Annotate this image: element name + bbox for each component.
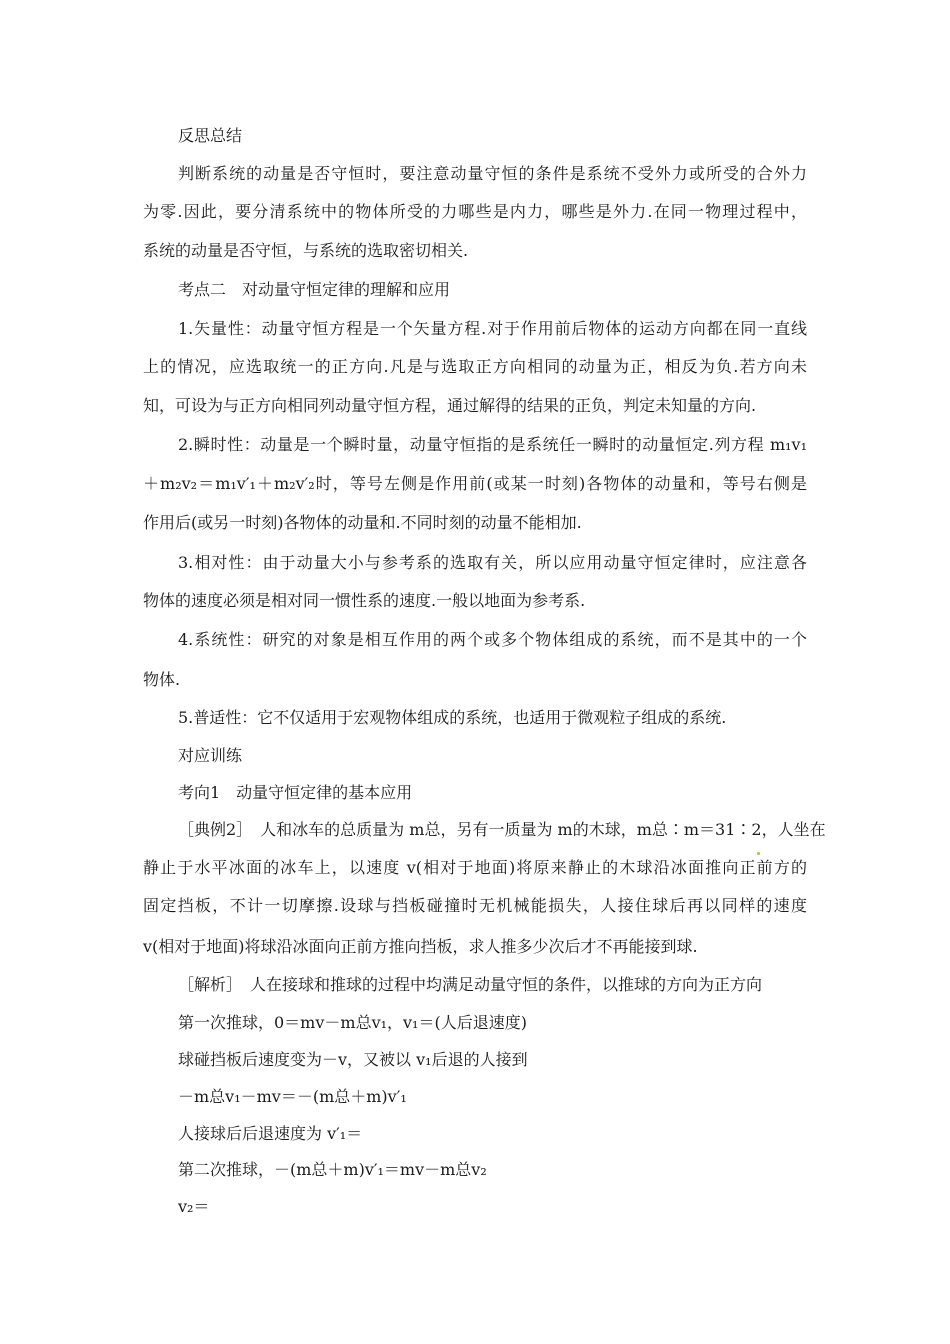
section-heading: 反思总结 <box>178 126 243 145</box>
vector-line-3: 知，可设为与正方向相同列动量守恒方程，通过解得的结果的正负，判定未知量的方向. <box>143 396 757 415</box>
reflection-line-3: 系统的动量是否守恒，与系统的选取密切相关. <box>143 241 469 260</box>
solution-line-2: 球碰挡板后速度变为－v，又被以 v₁后退的人接到 <box>178 1050 528 1069</box>
example-line-2: 静止于水平冰面的冰车上，以速度 v(相对于地面)将原来静止的木球沿冰面推向正前方的 <box>143 858 807 877</box>
solution-line-6: v₂＝ <box>178 1197 210 1216</box>
practice-title: 对应训练 <box>178 746 243 765</box>
system-line-2: 物体. <box>143 670 181 689</box>
stray-mark <box>757 852 760 855</box>
example-line-3: 固定挡板，不计一切摩擦.设球与挡板碰撞时无机械能损失，人接住球后再以同样的速度 <box>143 896 807 915</box>
reflection-line-2: 为零.因此，要分清系统中的物体所受的力哪些是内力，哪些是外力.在同一物理过程中， <box>143 202 807 221</box>
example-line-1: ［典例2］ 人和冰车的总质量为 m总，另有一质量为 m的木球，m总∶m＝31∶2，人坐在 <box>178 820 826 839</box>
direction1-title: 考向1 动量守恒定律的基本应用 <box>178 783 413 802</box>
vector-line-2: 上的情况，应选取统一的正方向.凡是与选取正方向相同的动量为正，相反为负.若方向未 <box>143 357 807 376</box>
universal-line: 5.普适性：它不仅适用于宏观物体组成的系统，也适用于微观粒子组成的系统. <box>178 708 727 727</box>
example-line-4: v(相对于地面)将球沿冰面向正前方推向挡板，求人推多少次后才不再能接到球. <box>143 937 698 956</box>
reflection-line-1: 判断系统的动量是否守恒时，要注意动量守恒的条件是系统不受外力或所受的合外力 <box>178 164 807 183</box>
instant-line-1: 2.瞬时性：动量是一个瞬时量，动量守恒指的是系统任一瞬时的动量恒定.列方程 m₁v₁ <box>178 435 807 454</box>
solution-line-1: 第一次推球，0＝mv－m总v₁，v₁＝(人后退速度) <box>178 1013 527 1032</box>
relative-line-2: 物体的速度必须是相对同一惯性系的速度.一般以地面为参考系. <box>143 591 586 610</box>
instant-line-2: ＋m₂v₂＝m₁v′₁＋m₂v′₂时，等号左侧是作用前(或某一时刻)各物体的动量和，等号右侧是 <box>143 474 807 493</box>
solution-line-3: －m总v₁－mv＝－(m总＋m)v′₁ <box>178 1087 407 1106</box>
solution-line-5: 第二次推球，－(m总＋m)v′₁＝mv－m总v₂ <box>178 1160 487 1179</box>
kaodian2-title: 考点二 对动量守恒定律的理解和应用 <box>178 280 451 299</box>
instant-line-3: 作用后(或另一时刻)各物体的动量和.不同时刻的动量不能相加. <box>143 513 582 532</box>
system-line-1: 4.系统性：研究的对象是相互作用的两个或多个物体组成的系统，而不是其中的一个 <box>178 630 807 649</box>
relative-line-1: 3.相对性：由于动量大小与参考系的选取有关，所以应用动量守恒定律时，应注意各 <box>178 553 807 572</box>
vector-line-1: 1.矢量性：动量守恒方程是一个矢量方程.对于作用前后物体的运动方向都在同一直线 <box>178 319 807 338</box>
analysis-line: ［解析］ 人在接球和推球的过程中均满足动量守恒的条件，以推球的方向为正方向 <box>178 975 763 994</box>
solution-line-4: 人接球后后退速度为 v′₁＝ <box>178 1124 363 1143</box>
